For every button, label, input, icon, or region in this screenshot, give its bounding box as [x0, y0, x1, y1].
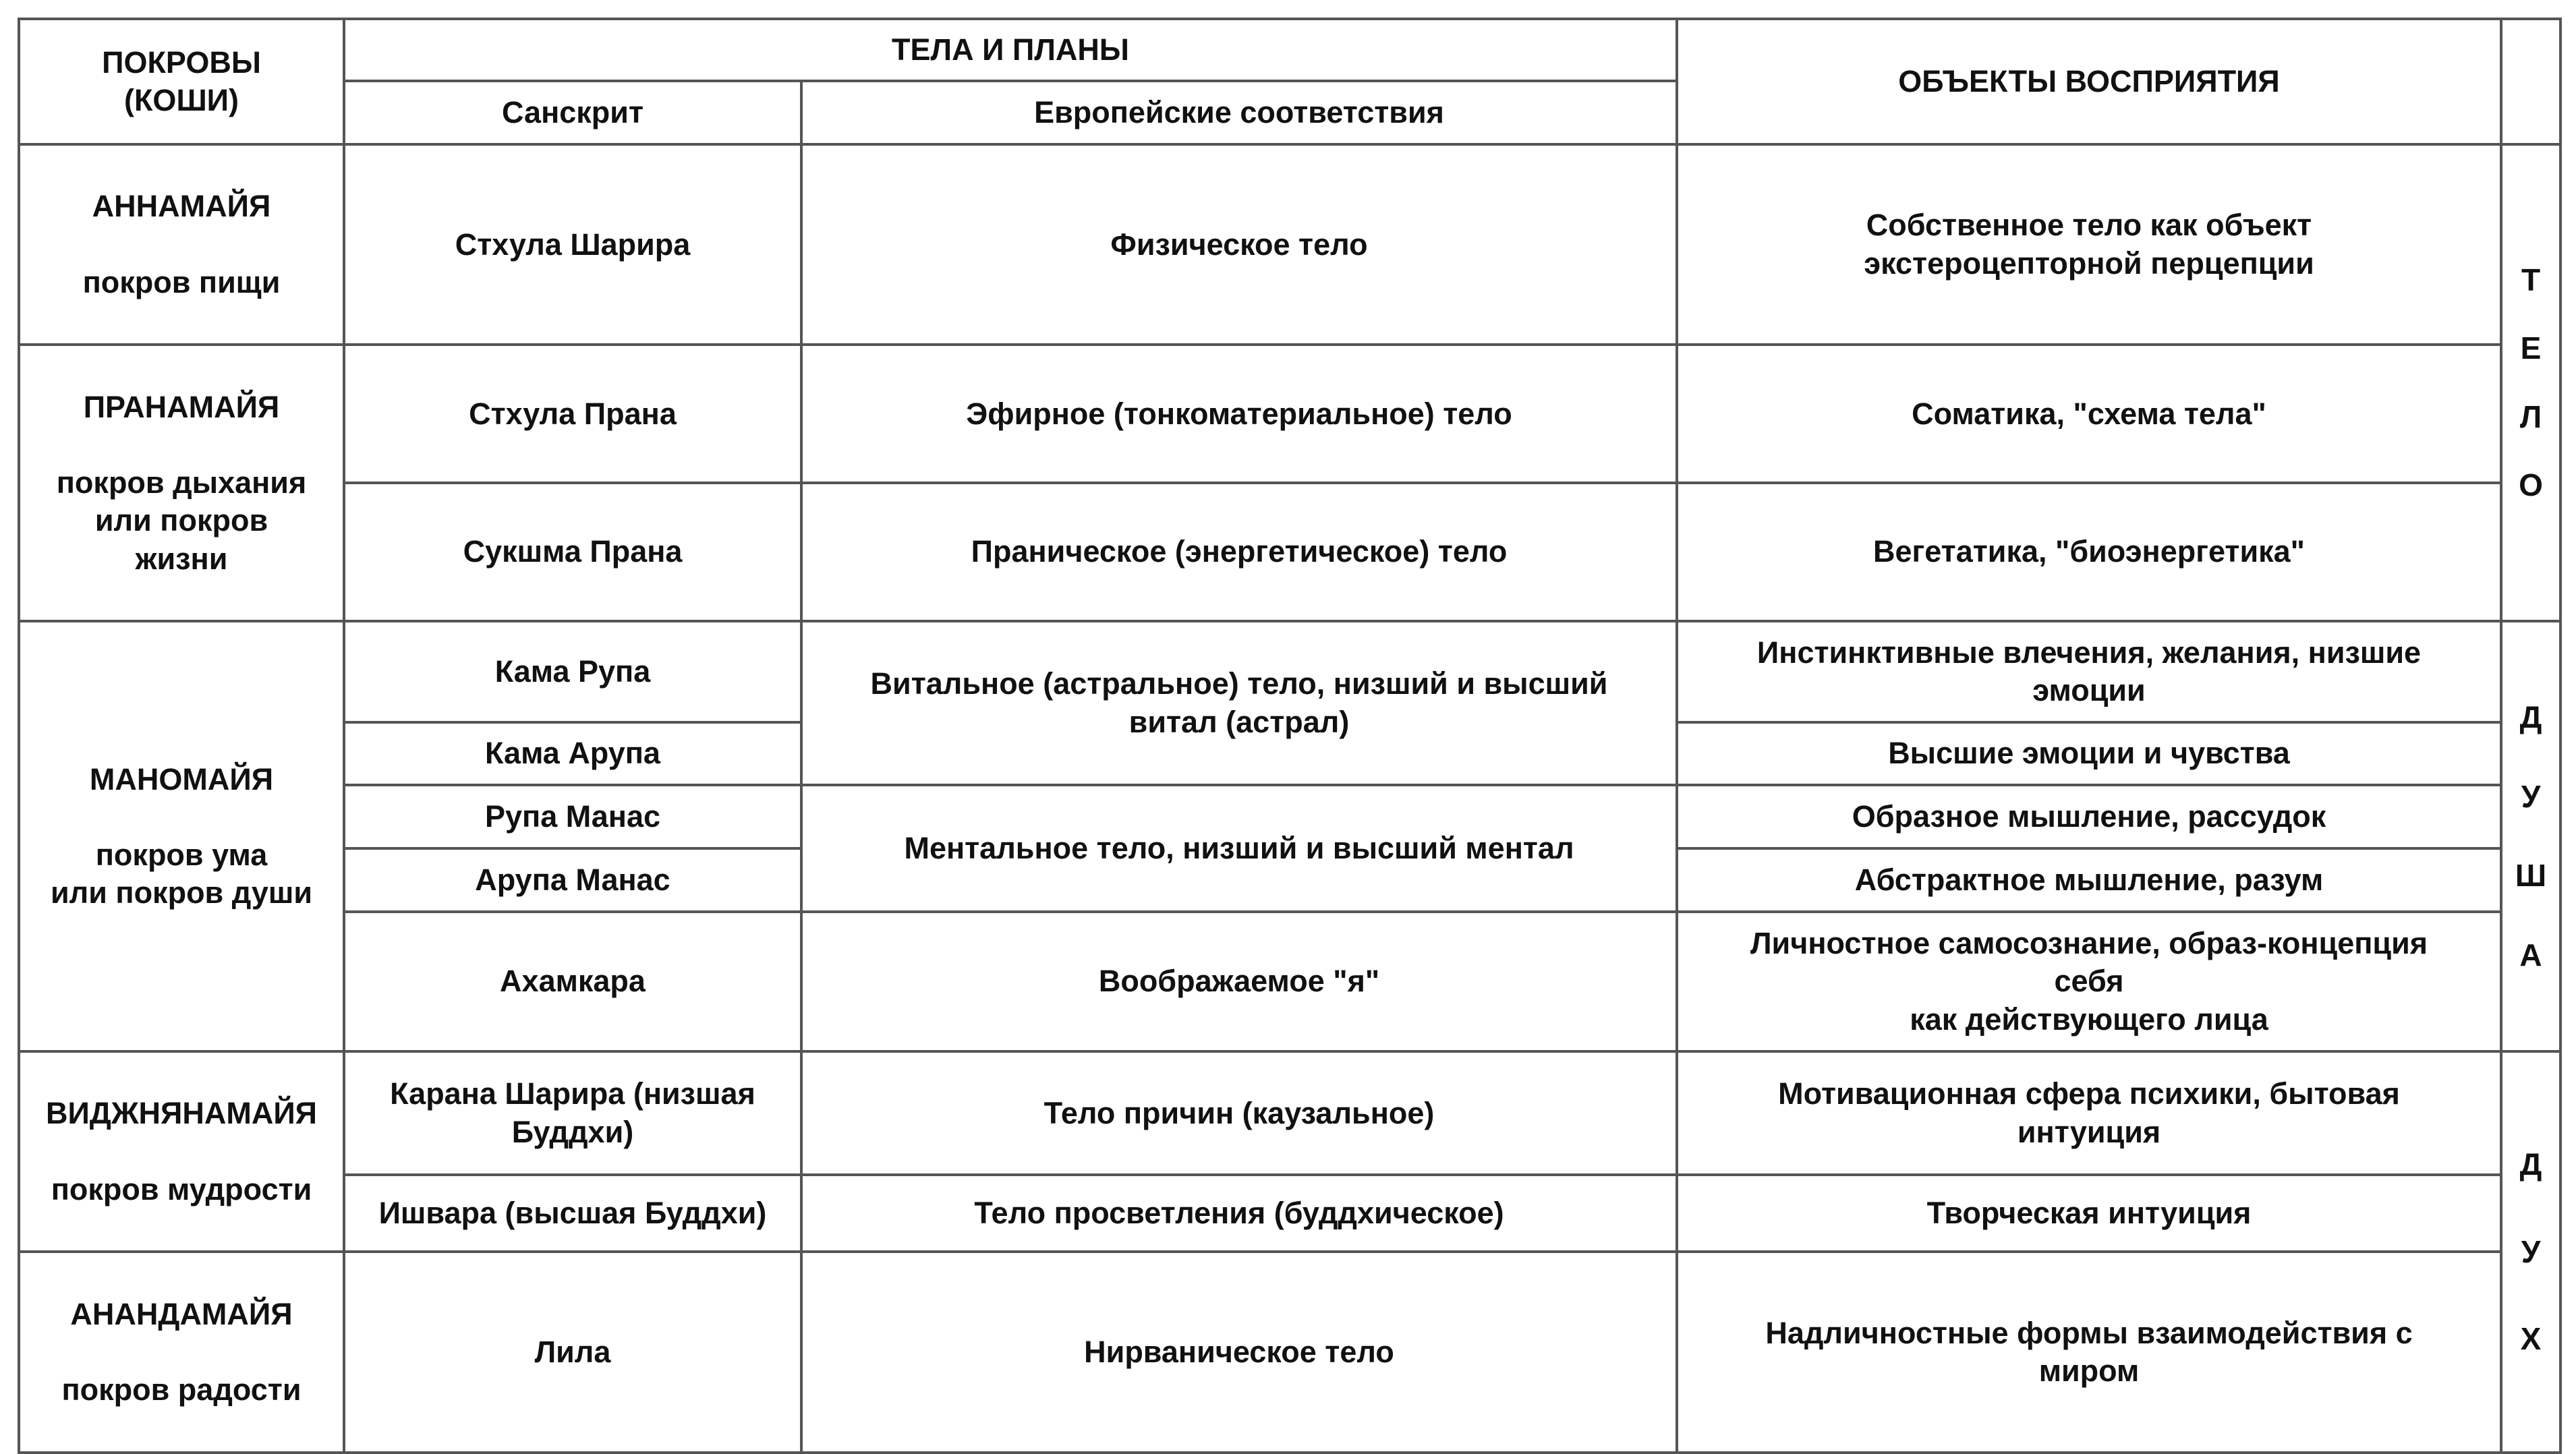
header-side-blank	[2501, 19, 2560, 144]
kosha-subtitle: покров мудрости	[51, 1171, 312, 1206]
objects-cell: Собственное тело как объект экстероцепторной перцепции	[1677, 144, 2501, 345]
objects-cell: Личностное самосознание, образ-концепция себя как действующего лица	[1677, 912, 2501, 1051]
side-letter: А	[2519, 937, 2542, 972]
side-letter: У	[2521, 778, 2541, 814]
sanskrit-cell: Лила	[344, 1252, 801, 1452]
kosha-pranamaya	[19, 345, 344, 621]
sanskrit-cell: Карана Шарира (низшая Буддхи)	[344, 1051, 801, 1175]
sanskrit-cell: Рупа Манас	[344, 785, 801, 848]
objects-cell: Соматика, "схема тела"	[1677, 345, 2501, 483]
kosha-subtitle: покров дыхания или покров жизни	[56, 465, 307, 576]
sanskrit-cell: Ахамкара	[344, 912, 801, 1051]
sanskrit-cell: Арупа Манас	[344, 848, 801, 912]
kosha-subtitle: покров радости	[61, 1372, 302, 1407]
kosha-name: ПРАНАМАЙЯ	[83, 389, 280, 424]
kosha-name: АННАМАЙЯ	[92, 189, 271, 224]
side-letter: Т	[2521, 262, 2541, 297]
side-letter: Е	[2520, 330, 2542, 366]
sanskrit-cell: Кама Арупа	[344, 722, 801, 785]
side-label-telo	[2501, 144, 2560, 621]
sanskrit-cell: Сукшма Прана	[344, 483, 801, 621]
header-objects: ОБЪЕКТЫ ВОСПРИЯТИЯ	[1677, 19, 2501, 144]
side-letter: Д	[2519, 699, 2542, 734]
kosha-subtitle: покров ума или покров души	[50, 838, 313, 910]
european-cell: Физическое тело	[801, 144, 1677, 345]
objects-cell: Творческая интуиция	[1677, 1175, 2501, 1252]
sanskrit-cell: Стхула Прана	[344, 345, 801, 483]
kosha-subtitle: покров пищи	[82, 264, 281, 299]
correspondence-table	[18, 18, 2562, 1454]
european-cell: Нирваническое тело	[801, 1252, 1677, 1452]
european-cell: Праническое (энергетическое) тело	[801, 483, 1677, 621]
objects-cell: Образное мышление, рассудок	[1677, 785, 2501, 848]
kosha-manomaya	[19, 621, 344, 1051]
objects-cell: Вегетатика, "биоэнергетика"	[1677, 483, 2501, 621]
kosha-annamaya	[19, 144, 344, 345]
side-letter: Л	[2519, 399, 2542, 434]
side-letter: Ш	[2515, 858, 2547, 893]
european-cell: Витальное (астральное) тело, низший и высший витал (астрал)	[801, 621, 1677, 785]
side-letter: Х	[2520, 1321, 2542, 1356]
kosha-name: МАНОМАЙЯ	[89, 761, 274, 796]
european-cell: Тело причин (каузальное)	[801, 1051, 1677, 1175]
sanskrit-cell: Ишвара (высшая Буддхи)	[344, 1175, 801, 1252]
header-koshi: ПОКРОВЫ (КОШИ)	[19, 19, 344, 144]
header-european: Европейские соответствия	[801, 81, 1677, 144]
header-sanskrit: Санскрит	[344, 81, 801, 144]
header-bodies-planes: ТЕЛА И ПЛАНЫ	[344, 19, 1677, 81]
objects-cell: Надличностные формы взаимодействия с миром	[1677, 1252, 2501, 1452]
european-cell: Эфирное (тонкоматериальное) тело	[801, 345, 1677, 483]
european-cell: Тело просветления (буддхическое)	[801, 1175, 1677, 1252]
side-letter: У	[2521, 1233, 2541, 1269]
side-letter: Д	[2519, 1146, 2542, 1182]
objects-cell: Высшие эмоции и чувства	[1677, 722, 2501, 785]
european-cell: Ментальное тело, низший и высший ментал	[801, 785, 1677, 912]
kosha-name: ВИДЖНЯНАМАЙЯ	[45, 1096, 318, 1131]
side-label-dusha	[2501, 621, 2560, 1051]
european-cell: Воображаемое "я"	[801, 912, 1677, 1051]
kosha-anandamaya	[19, 1252, 344, 1452]
side-letter: О	[2519, 467, 2543, 502]
side-label-dukh	[2501, 1051, 2560, 1453]
objects-cell: Абстрактное мышление, разум	[1677, 848, 2501, 912]
kosha-vijnanamaya	[19, 1051, 344, 1252]
objects-cell: Мотивационная сфера психики, бытовая интуиция	[1677, 1051, 2501, 1175]
sanskrit-cell: Стхула Шарира	[344, 144, 801, 345]
objects-cell: Инстинктивные влечения, желания, низшие эмоции	[1677, 621, 2501, 722]
kosha-name: АНАНДАМАЙЯ	[70, 1296, 293, 1331]
sanskrit-cell: Кама Рупа	[344, 621, 801, 722]
